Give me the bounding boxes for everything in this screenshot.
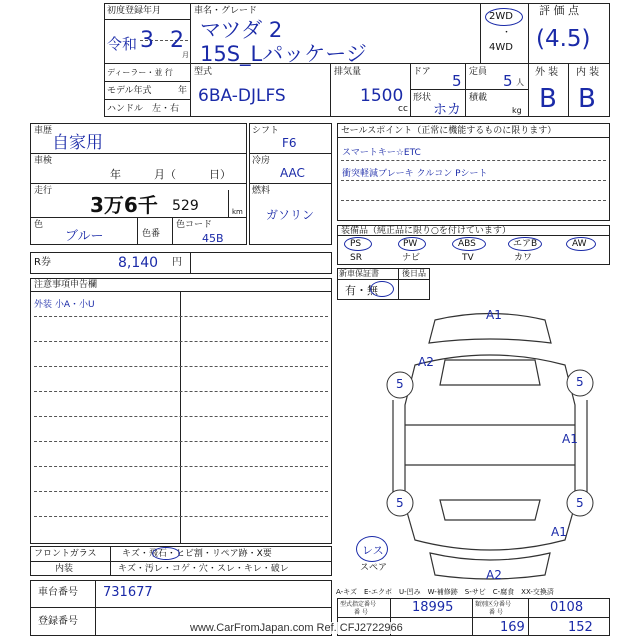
equip-sr: SR bbox=[350, 253, 362, 263]
exterior-grade: B bbox=[539, 84, 557, 114]
registration-no-label: 登録番号 bbox=[38, 616, 78, 627]
color-code: 45B bbox=[202, 232, 224, 245]
dealer-label: ディーラー・並 行 bbox=[107, 68, 173, 77]
damage-mark-right-side: A1 bbox=[562, 432, 578, 446]
color: ブルー bbox=[65, 229, 104, 244]
equip-aw: AW bbox=[572, 239, 587, 249]
warranty-value: 有・無 bbox=[345, 284, 378, 297]
damage-mark-wheel-lr: 5 bbox=[396, 496, 404, 510]
damage-mark-rear: A2 bbox=[486, 568, 502, 582]
spare-mark: レス bbox=[362, 544, 384, 557]
recycle-unit: 円 bbox=[172, 257, 182, 268]
fuel-label: 燃料 bbox=[252, 186, 271, 196]
registration-year: 3 bbox=[140, 28, 154, 53]
recycle-value: 8,140 bbox=[118, 255, 159, 271]
type-label: 型式 bbox=[194, 67, 213, 77]
displacement-label: 排気量 bbox=[334, 67, 362, 77]
damage-mark-left-front: A2 bbox=[418, 355, 434, 369]
shift: F6 bbox=[282, 136, 297, 150]
registration-era: 令和 bbox=[107, 35, 138, 53]
spare-circle bbox=[356, 536, 388, 562]
equip-abs: ABS bbox=[458, 239, 476, 249]
equip-airbag: エアB bbox=[513, 239, 538, 249]
size-value-2: 152 bbox=[568, 620, 593, 635]
interior-cond-label: 内装 bbox=[55, 564, 74, 574]
model-code: 6BA-DJLFS bbox=[198, 86, 286, 106]
damage-mark-front: A1 bbox=[486, 308, 502, 322]
damage-mark-wheel-lf: 5 bbox=[396, 377, 404, 391]
interior-label: 内 装 bbox=[576, 67, 600, 78]
damage-mark-wheel-rr: 5 bbox=[576, 496, 584, 510]
equip-navi: ナビ bbox=[402, 253, 421, 263]
damage-mark-wheel-rf: 5 bbox=[576, 375, 584, 389]
notes-box bbox=[30, 278, 332, 544]
drive-separator: ・ bbox=[502, 28, 512, 38]
notes-line1: 外装 小A・小U bbox=[34, 300, 95, 310]
car-name-label: 車名・グレード bbox=[194, 6, 258, 16]
first-registration-label: 初度登録年月 bbox=[107, 6, 162, 16]
ac-label: 冷房 bbox=[252, 156, 271, 166]
history-label: 車歴 bbox=[34, 126, 53, 136]
class-number: 0108 bbox=[550, 600, 584, 615]
front-glass-label: フロントガラス bbox=[34, 549, 97, 559]
fuel: ガソリン bbox=[266, 208, 315, 222]
equip-tv: TV bbox=[462, 253, 474, 263]
size-value-1: 169 bbox=[500, 620, 525, 635]
notes-title: 注意事項申告欄 bbox=[34, 280, 98, 290]
damage-mark-right-rear: A1 bbox=[551, 525, 567, 539]
shape-label: 形状 bbox=[413, 93, 432, 103]
drive-2wd: 2WD bbox=[489, 11, 513, 22]
doors: 5 bbox=[452, 72, 462, 90]
km-unit: km bbox=[232, 208, 243, 216]
door-label: ドア bbox=[413, 67, 431, 77]
equipment-title: 装備品（純正品に限り○を付けています） bbox=[341, 226, 511, 236]
recycle-label: R券 bbox=[34, 257, 51, 268]
equip-pw: PW bbox=[403, 239, 418, 249]
cc-unit: cc bbox=[398, 104, 408, 114]
chassis-label: 車台番号 bbox=[38, 587, 78, 598]
score: (4.5) bbox=[536, 26, 591, 52]
model-year-unit: 年 bbox=[178, 86, 188, 96]
new-warranty-label: 新車保証書 bbox=[339, 269, 379, 278]
inspection-date-blank: 年 月（ 日） bbox=[110, 168, 231, 181]
warranty-circle bbox=[370, 281, 394, 297]
color-code-label: 色コード bbox=[176, 220, 213, 230]
month-unit: 月 bbox=[182, 51, 189, 59]
displacement: 1500 bbox=[360, 86, 404, 106]
color-no-label: 色番 bbox=[142, 229, 161, 239]
car-name: マツダ 2 bbox=[200, 18, 283, 42]
later-item-label: 後日品 bbox=[402, 269, 426, 278]
equip-ps: PS bbox=[350, 239, 362, 249]
mileage-small: 529 bbox=[172, 198, 199, 214]
cert-label-number: 番 号 bbox=[354, 609, 368, 616]
capacity-label: 定員 bbox=[469, 67, 488, 77]
equip-leather: カワ bbox=[514, 253, 533, 263]
ac: AAC bbox=[280, 166, 305, 180]
class-label: 類別区分番号 bbox=[475, 601, 512, 608]
sales-point-line1: スマートキー☆ETC bbox=[342, 148, 421, 158]
sales-point-line2: 衝突軽減ブレーキ クルコン Pシート bbox=[342, 169, 488, 179]
chassis-number: 731677 bbox=[103, 585, 153, 600]
shift-label: シフト bbox=[252, 126, 280, 136]
watermark: www.CarFromJapan.com Ref. CFJ2722966 bbox=[190, 622, 403, 634]
spare-label: スペア bbox=[360, 563, 388, 573]
kg-unit: kg bbox=[512, 106, 522, 115]
mileage-handwritten: 3万6千 bbox=[90, 193, 158, 217]
front-glass-circle bbox=[152, 547, 180, 560]
registration-month: 2 bbox=[170, 28, 184, 53]
score-label: 評 価 点 bbox=[539, 4, 579, 17]
damage-legend: A-キズ E-エクボ U-凹み W-補修跡 S-サビ C-腐食 XX-交換済 bbox=[336, 588, 554, 596]
mileage-label: 走行 bbox=[34, 186, 53, 196]
front-glass-items: キズ・飛石・ヒビ割・リペア跡・X要 bbox=[122, 549, 272, 559]
capacity: 5 bbox=[503, 72, 513, 90]
interior-cond-items: キズ・汚レ・コゲ・穴・スレ・キレ・破レ bbox=[118, 564, 289, 574]
interior-grade: B bbox=[578, 84, 596, 114]
exterior-label: 外 装 bbox=[535, 67, 559, 78]
payload-label: 積載 bbox=[469, 93, 488, 103]
model-year-label: モデル年式 bbox=[107, 86, 152, 96]
capacity-unit: 人 bbox=[516, 78, 524, 87]
shape: ホカ bbox=[433, 102, 461, 118]
class-label-number: 番 号 bbox=[489, 609, 503, 616]
cert-number: 18995 bbox=[412, 600, 454, 615]
color-label: 色 bbox=[34, 220, 44, 230]
sales-point-title: セールスポイント（正常に機能するものに限ります） bbox=[341, 126, 557, 136]
inspection-label: 車検 bbox=[34, 156, 53, 166]
cert-label: 型式指定番号 bbox=[340, 601, 377, 608]
handle-label: ハンドル 左・右 bbox=[107, 104, 180, 114]
usage: 自家用 bbox=[52, 133, 103, 153]
grade: 15S_Lパッケージ bbox=[200, 42, 367, 66]
drive-4wd: 4WD bbox=[489, 42, 513, 53]
